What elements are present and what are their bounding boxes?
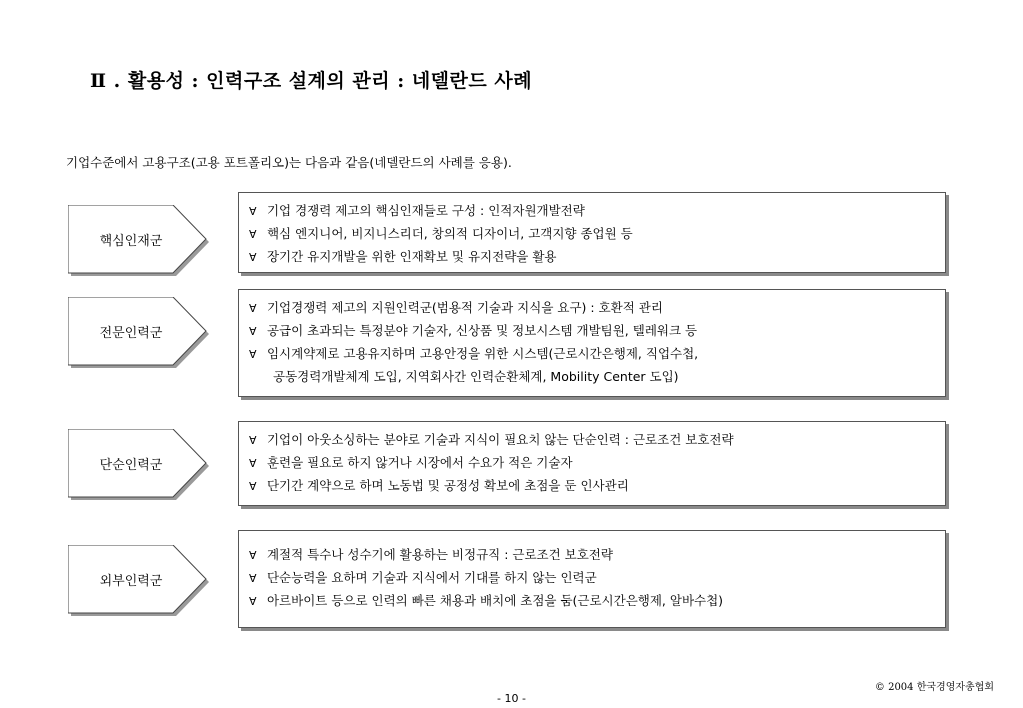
list-item: ∀ 단기간 계약으로 하며 노동법 및 공정성 확보에 초점을 둔 인사관리 xyxy=(249,474,935,497)
check-arrow-icon: ∀ xyxy=(249,549,257,562)
list-item: ∀ 기업이 아웃소싱하는 분야로 기술과 지식이 필요치 않는 단순인력 : 근로조건 보호전략 xyxy=(249,428,935,451)
check-arrow-icon: ∀ xyxy=(249,572,257,585)
copyright-text: © 2004 한국경영자총협회 xyxy=(874,682,994,693)
section-label-text: 핵심인재군 xyxy=(99,233,163,249)
page-number: - 10 - xyxy=(497,692,526,705)
section-box-core xyxy=(238,192,946,273)
check-arrow-icon: ∀ xyxy=(249,480,257,493)
intro-text: 기업수준에서 고용구조(고용 포트폴리오)는 다음과 같음(네델란드의 사례를 응용). xyxy=(66,155,512,170)
check-arrow-icon: ∀ xyxy=(249,325,257,338)
section-label-text: 전문인력군 xyxy=(99,325,163,341)
section-box-professional xyxy=(238,289,946,397)
section-label-text: 외부인력군 xyxy=(99,573,163,589)
list-item: ∀ 훈련을 필요로 하지 않거나 시장에서 수요가 적은 기술자 xyxy=(249,451,935,474)
check-arrow-icon: ∀ xyxy=(249,434,257,447)
list-item: ∀ 임시계약제로 고용유지하며 고용안정을 위한 시스템(근로시간은행제, 직업수첩, xyxy=(249,342,935,365)
section-label-professional xyxy=(68,297,208,365)
section-label-simple xyxy=(68,429,208,497)
check-arrow-icon: ∀ xyxy=(249,251,257,264)
list-item: ∀ 기업 경쟁력 제고의 핵심인재들로 구성 : 인적자원개발전략 xyxy=(249,199,935,222)
check-arrow-icon: ∀ xyxy=(249,302,257,315)
section-label-text: 단순인력군 xyxy=(99,457,163,473)
check-arrow-icon: ∀ xyxy=(249,595,257,608)
check-arrow-icon: ∀ xyxy=(249,205,257,218)
page-title: Ⅱ . 활용성 : 인력구조 설계의 관리 : 네델란드 사례 xyxy=(90,70,533,92)
section-label-core xyxy=(68,205,208,273)
list-item: ∀ 공급이 초과되는 특정분야 기술자, 신상품 및 정보시스템 개발팀원, 텔레워크 등 xyxy=(249,319,935,342)
list-item: ∀ 계절적 특수나 성수기에 활용하는 비정규직 : 근로조건 보호전략 xyxy=(249,543,935,566)
section-box-simple xyxy=(238,421,946,506)
list-item-continuation: 공동경력개발체계 도입, 지역회사간 인력순환체계, Mobility Center 도입) xyxy=(273,369,679,384)
check-arrow-icon: ∀ xyxy=(249,348,257,361)
section-box-external xyxy=(238,530,946,628)
list-item: ∀ 핵심 엔지니어, 비지니스리더, 창의적 디자이너, 고객지향 종업원 등 xyxy=(249,222,935,245)
list-item: ∀ 장기간 유지개발을 위한 인재확보 및 유지전략을 활용 xyxy=(249,245,935,268)
list-item: ∀ 기업경쟁력 제고의 지원인력군(범용적 기술과 지식을 요구) : 호환적 관리 xyxy=(249,296,935,319)
check-arrow-icon: ∀ xyxy=(249,228,257,241)
section-label-external xyxy=(68,545,208,613)
list-item: ∀ 아르바이트 등으로 인력의 빠른 채용과 배치에 초점을 둠(근로시간은행제, 알바수첩) xyxy=(249,589,935,612)
list-item: ∀ 단순능력을 요하며 기술과 지식에서 기대를 하지 않는 인력군 xyxy=(249,566,935,589)
check-arrow-icon: ∀ xyxy=(249,457,257,470)
